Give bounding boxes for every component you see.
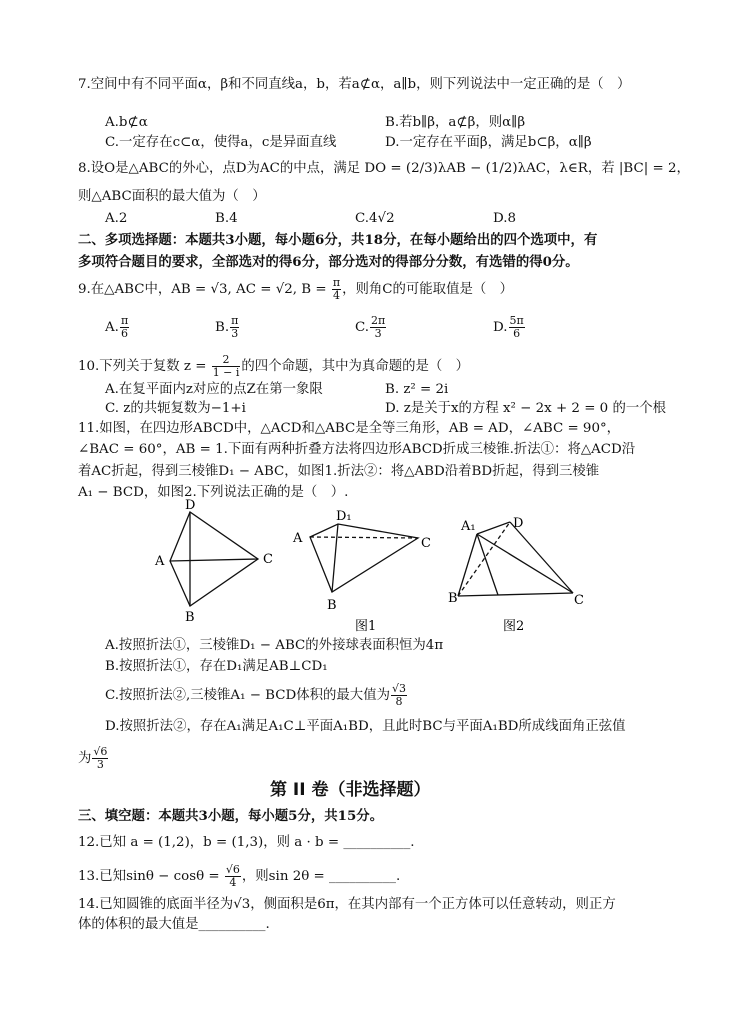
- figure1-tetrahedron: [310, 524, 418, 592]
- q7-option-a: A.b⊄α: [105, 115, 148, 130]
- q14-stem-line1: 14.已知圆锥的底面半径为√3，侧面积是6π，在其内部有一个正方体可以任意转动，则正方: [78, 897, 616, 912]
- fraction-numerator: √3: [391, 682, 406, 695]
- part2-title: 第 II 卷（非选择题）: [270, 780, 431, 800]
- label-b: B: [327, 598, 337, 613]
- option-fraction: [370, 315, 386, 340]
- q10-option-c: C. z的共轭复数为−1+i: [105, 401, 246, 416]
- fraction-numerator: 2π: [371, 314, 386, 327]
- q11-figures: [150, 497, 600, 637]
- section2-heading-line1: 二、多项选择题：本题共3小题，每小题6分，共18分，在每小题给出的四个选项中，有: [78, 232, 598, 248]
- section2-heading-line2: 多项符合题目的要求，全部选对的得6分，部分选对的得部分分数，有选错的得0分。: [78, 254, 579, 270]
- q11-stem-line1: 11.如图，在四边形ABCD中，△ACD和△ABC是全等三角形，AB = AD，∠ABC = 90°，: [78, 421, 621, 436]
- q10-option-d: D. z是关于x的方程 x² − 2x + 2 = 0 的一个根: [385, 401, 667, 416]
- q11-option-d-pre: 为: [78, 751, 92, 766]
- fraction-denominator: 4: [332, 289, 340, 302]
- q10-stem-post: 的四个命题，其中为真命题的是（ ）: [241, 359, 470, 374]
- q11-stem-line2: ∠BAC = 60°，AB = 1.下面有两种折叠方法将四边形ABCD折成三棱锥.折法①：将△ACD沿: [78, 442, 636, 457]
- label-b: B: [448, 591, 458, 606]
- q11-option-a: A.按照折法①，三棱锥D₁ − ABC的外接球表面积恒为4π: [105, 638, 444, 653]
- q10-stem: [78, 354, 469, 379]
- q10-option-b: B. z² = 2i: [385, 382, 449, 397]
- q11-option-d-cont: [78, 746, 109, 771]
- q11-stem-line3: 着AC折起，得到三棱锥D₁ − ABC，如图1.折法②：将△ABD沿着BD折起，得到三棱锥: [78, 464, 600, 479]
- label-b: B: [185, 610, 195, 625]
- label-c: C: [263, 552, 273, 567]
- label-a: A: [155, 554, 165, 569]
- q13-stem: [78, 864, 400, 889]
- fraction-denominator: 6: [121, 327, 129, 340]
- q8-option-c: C.4√2: [355, 211, 395, 226]
- q10-stem-pre: 10.下列关于复数 z =: [78, 359, 211, 374]
- q11-option-b: B.按照折法①，存在D₁满足AB⊥CD₁: [105, 659, 328, 674]
- q7-option-b: B.若b∥β，a⊄β，则α∥β: [385, 115, 526, 130]
- q13-stem-post: ，则sin 2θ = __________.: [241, 869, 401, 884]
- q7-option-d: D.一定存在平面β，满足b⊂β，α∥β: [385, 135, 592, 150]
- fraction-numerator: √6: [93, 745, 108, 758]
- q9-stem: [78, 277, 513, 302]
- fraction-denominator: 6: [513, 327, 521, 340]
- fraction-numerator: 2: [212, 354, 241, 367]
- option-label: C.: [355, 320, 370, 335]
- fraction-denominator: 3: [96, 758, 104, 771]
- fraction-numerator: π: [120, 314, 129, 327]
- label-a: A: [293, 531, 303, 546]
- q10-option-a: A.在复平面内z对应的点Z在第一象限: [105, 382, 323, 397]
- fraction-denominator: 4: [229, 876, 237, 889]
- q9-stem-pre: 9.在△ABC中，AB = √3, AC = √2, B =: [78, 282, 331, 297]
- option-label: D.: [493, 320, 508, 335]
- figure1-caption: 图1: [355, 619, 377, 634]
- q14-stem-line2: 体的体积的最大值是__________.: [78, 917, 270, 932]
- fraction-denominator: 3: [231, 327, 239, 340]
- option-fraction: [391, 683, 407, 708]
- q9-stem-post: ，则角C的可能取值是（ ）: [342, 282, 514, 297]
- fraction-numerator: π: [231, 314, 239, 327]
- q9-option-a: [105, 315, 130, 340]
- option-fraction: [509, 315, 525, 340]
- fraction-numerator: 5π: [509, 314, 524, 327]
- option-label: B.: [215, 320, 230, 335]
- q8-stem-line2: 则△ABC面积的最大值为（ ）: [78, 189, 266, 204]
- q12-stem: 12.已知 a = (1,2)，b = (1,3)，则 a · b = __________.: [78, 835, 415, 850]
- q8-option-d: D.8: [493, 211, 517, 226]
- q8-option-a: A.2: [105, 211, 128, 226]
- fraction-numerator: √6: [225, 863, 240, 876]
- q9-option-d: [493, 315, 526, 340]
- option-fraction: [230, 315, 239, 340]
- q13-stem-pre: 13.已知sinθ − cosθ =: [78, 869, 224, 884]
- fraction-denominator: 8: [395, 695, 403, 708]
- label-d: D: [185, 498, 196, 513]
- quadrilateral-abcd-figure: [170, 512, 258, 606]
- q13-fraction: [225, 864, 241, 889]
- label-c: C: [421, 536, 431, 551]
- q11-option-d: D.按照折法②，存在A₁满足A₁C⊥平面A₁BD，且此时BC与平面A₁BD所成线面角正弦值: [105, 719, 626, 734]
- option-label: A.: [105, 320, 119, 335]
- label-d: D: [513, 516, 524, 531]
- q11-option-c: [105, 683, 408, 708]
- section3-heading: 三、填空题：本题共3小题，每小题5分，共15分。: [78, 808, 384, 824]
- label-a1: A₁: [461, 519, 476, 534]
- q8-stem: 8.设O是△ABC的外心，点D为AC的中点，满足 DO = (2/3)λAB − (1/2)λAC，λ∈R，若 |BC| = 2，: [78, 161, 690, 176]
- q9-option-c: [355, 315, 387, 340]
- q11-option-c-text: C.按照折法②,三棱锥A₁ − BCD体积的最大值为: [105, 688, 390, 703]
- option-fraction: [120, 315, 129, 340]
- option-fraction: [92, 746, 108, 771]
- q10-z-fraction: [212, 354, 241, 379]
- q9-angle-b-fraction: [332, 277, 341, 302]
- q11-stem-line4: A₁ − BCD，如图2.下列说法正确的是（ ）.: [78, 485, 349, 500]
- q7-option-c: C.一定存在c⊂α，使得a，c是异面直线: [105, 135, 337, 150]
- label-c: C: [574, 593, 584, 608]
- q7-stem: 7.空间中有不同平面α，β和不同直线a，b，若a⊄α，a∥b，则下列说法中一定正确的是（ ）: [78, 77, 631, 92]
- q9-option-b: [215, 315, 240, 340]
- figure2-caption: 图2: [503, 619, 525, 634]
- q8-option-b: B.4: [215, 211, 238, 226]
- label-d1: D₁: [336, 509, 352, 524]
- fraction-numerator: π: [332, 276, 341, 289]
- fraction-denominator: 3: [374, 327, 382, 340]
- fraction-denominator: 1 − i: [212, 366, 240, 379]
